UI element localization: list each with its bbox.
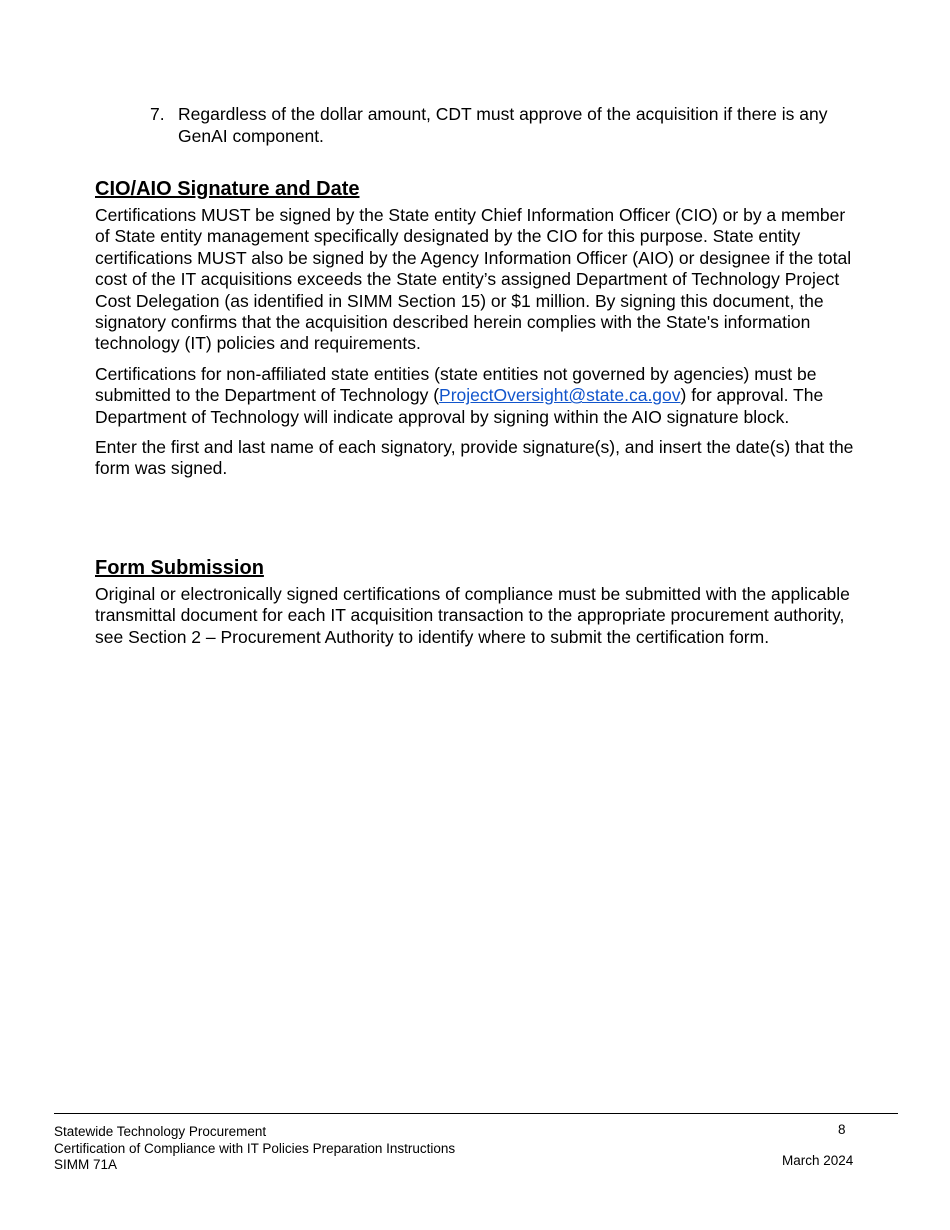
list-item-number: 7. (150, 104, 165, 124)
cio-signature-section (95, 177, 855, 489)
cio-signature-heading: CIO/AIO Signature and Date (95, 178, 360, 200)
cio-signature-paragraph-3: Enter the first and last name of each signatory, provide signature(s), and insert the date(s) that the form was signed. (95, 437, 854, 479)
footer-date: March 2024 (782, 1153, 854, 1168)
form-submission-paragraph: Original or electronically signed certifications of compliance must be submitted with the applicable transmittal document for each IT acquisition transaction to the appropriate procurement authority, see Section 2 – Procurement Authority to identify where to submit the certification form. (95, 584, 850, 647)
paragraph-2-text-after: ) for approval. The Department of Technology will indicate approval by signing within the AIO signature block. (95, 385, 824, 427)
cio-signature-paragraph-2 (95, 364, 855, 428)
footer-divider (54, 1113, 898, 1114)
list-item-7 (150, 104, 840, 147)
footer-line-1: Statewide Technology Procurement (54, 1124, 267, 1139)
paragraph-2-text-before: Certifications for non-affiliated state entities (state entities not governed by agencies) must be submitted to the Department of Technology ( (95, 363, 817, 406)
form-submission-heading: Form Submission (95, 557, 264, 579)
cio-signature-paragraph-1: Certifications MUST be signed by the State entity Chief Information Officer (CIO) or by a member of State entity management specifically designated by the CIO for this purpose. State entity certifications MUST also be signed by the Agency Information Officer (AIO) or designee if the total cost of the IT acquisitions exceeds the State entity’s assigned Department of Technology Project Cost Delegation (as identified in SIMM Section 15) or $1 million. By signing this document, the signatory confirms that the acquisition described herein complies with the State's information technology (IT) policies and requirements. (95, 205, 852, 354)
footer-line-2: Certification of Compliance with IT Policies Preparation Instructions (54, 1140, 456, 1156)
footer-line-3: SIMM 71A (54, 1157, 118, 1172)
footer-page-number: 8 (838, 1122, 846, 1137)
form-submission-section (95, 556, 855, 657)
footer-document-info (54, 1124, 455, 1174)
project-oversight-email-link[interactable]: ProjectOversight@state.ca.gov (439, 385, 681, 406)
list-item-text: Regardless of the dollar amount, CDT must approve of the acquisition if there is any GenAI component. (178, 104, 828, 146)
